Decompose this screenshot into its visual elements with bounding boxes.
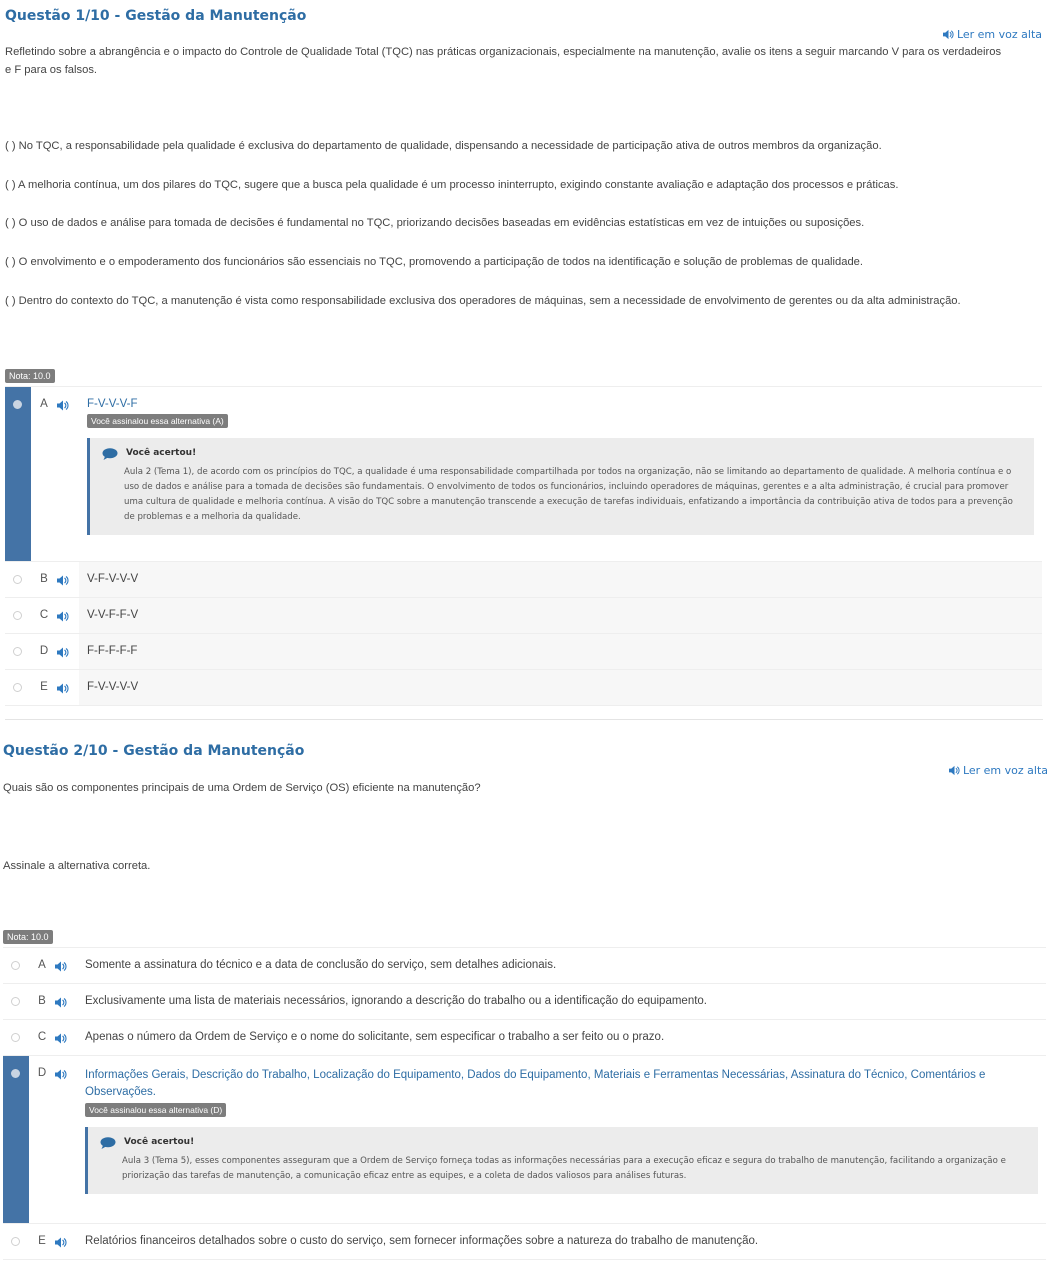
speaker-icon[interactable] — [57, 562, 79, 597]
speaker-icon[interactable] — [57, 634, 79, 669]
selected-badge: Você assinalou essa alternativa (A) — [87, 414, 228, 428]
alternative-text: F-F-F-F-F — [87, 645, 138, 657]
radio-button[interactable] — [11, 1237, 20, 1246]
speaker-icon[interactable] — [57, 598, 79, 633]
statement-1: ( ) No TQC, a responsabilidade pela qualidade é exclusiva do departamento de qualidade, dispensando a necessidade de participação ativa de outros membros da organização. — [5, 140, 882, 152]
alternative-text: Exclusivamente uma lista de materiais necessários, ignorando a descrição do trabalho ou a identificação do equipamento. — [85, 995, 707, 1007]
radio-button[interactable] — [13, 683, 22, 692]
alternatives-list — [5, 386, 1042, 706]
alternative-text: Relatórios financeiros detalhados sobre o custo do serviço, sem fornecer informações sobre a natureza do trabalho de manutenção. — [85, 1235, 759, 1247]
radio-button[interactable] — [11, 961, 20, 970]
speaker-icon[interactable] — [55, 984, 77, 1019]
chat-bubble-icon — [100, 1137, 116, 1149]
read-aloud-link[interactable] — [949, 764, 1048, 777]
radio-button[interactable] — [11, 1033, 20, 1042]
alternative-c[interactable] — [3, 1020, 1046, 1056]
alternatives-list — [3, 947, 1046, 1260]
speaker-icon[interactable] — [55, 1056, 77, 1223]
speaker-icon — [949, 765, 960, 776]
statement-2: ( ) A melhoria contínua, um dos pilares do TQC, sugere que a busca pela qualidade é um processo ininterrupto, exigindo constante avaliação e adaptação dos processos e práticas. — [5, 179, 899, 191]
radio-button[interactable] — [11, 1069, 20, 1078]
alternative-letter: E — [38, 1235, 46, 1247]
alternative-d[interactable] — [5, 634, 1042, 670]
alternative-text: V-F-V-V-V — [87, 573, 139, 585]
statement-4: ( ) O envolvimento e o empoderamento dos funcionários são essenciais no TQC, promovendo a participação de todos na identificação e solução de problemas de qualidade. — [5, 256, 864, 268]
alternative-letter: A — [38, 959, 46, 971]
alternative-letter: D — [39, 645, 49, 657]
question-intro: Quais são os componentes principais de uma Ordem de Serviço (OS) eficiente na manutenção? — [3, 782, 481, 794]
speaker-icon[interactable] — [55, 948, 77, 983]
radio-button[interactable] — [13, 647, 22, 656]
speaker-icon — [943, 29, 954, 40]
speaker-icon[interactable] — [55, 1020, 77, 1055]
read-aloud-label: Ler em voz alta — [956, 28, 1042, 41]
speaker-icon[interactable] — [55, 1224, 77, 1259]
feedback-title: Você acertou! — [126, 448, 197, 458]
read-aloud-link[interactable] — [943, 28, 1042, 41]
alternative-text: F-V-V-V-F — [87, 398, 138, 410]
alternative-text: Apenas o número da Ordem de Serviço e o nome do solicitante, sem especificar o trabalho a ser feito ou o prazo. — [85, 1031, 665, 1043]
speaker-icon[interactable] — [57, 387, 79, 561]
radio-button[interactable] — [13, 611, 22, 620]
grade-badge: Nota: 10.0 — [5, 369, 55, 383]
alternative-text: V-V-F-F-V — [87, 609, 139, 621]
feedback-box — [85, 1127, 1038, 1194]
alternative-letter: E — [40, 681, 48, 693]
alternative-letter: D — [37, 1067, 47, 1079]
chat-bubble-icon — [102, 448, 118, 460]
alternative-c[interactable] — [5, 598, 1042, 634]
question-2 — [0, 720, 1048, 1260]
feedback-text: Aula 3 (Tema 5), esses componentes asseguram que a Ordem de Serviço forneça todas as informações necessárias para a execução eficaz e segura do trabalho de manutenção, facilitando a organização e priorização das tarefas de manutenção, a comunicação eficaz entre as equipes, e a coleta de dados valiosos para análises futuras. — [122, 1156, 1006, 1181]
speaker-icon[interactable] — [57, 670, 79, 705]
radio-button[interactable] — [13, 400, 22, 409]
alternative-b[interactable] — [5, 562, 1042, 598]
alternative-a[interactable] — [5, 387, 1042, 562]
read-aloud-label: Ler em voz alta — [962, 764, 1048, 777]
feedback-box — [87, 438, 1034, 535]
alternative-d[interactable] — [3, 1056, 1046, 1224]
alternative-e[interactable] — [3, 1224, 1046, 1260]
feedback-text: Aula 2 (Tema 1), de acordo com os princípios do TQC, a qualidade é uma responsabilidade compartilhada por todos na organização, não se limitando ao departamento de qualidade. A melhoria contínua e o uso de dados e análise para a tomada de decisões são fundamentais. O envolvimento de todos os funcionários, incluindo operadores de máquinas, gerentes e a alta administração, é crucial para promover uma cultura de qualidade e melhoria contínua. A visão do TQC sobre a manutenção transcende a execução de tarefas individuais, enfatizando a importância da contribuição ativa de todos para a prevenção de problemas e a melhoria da qualidade. — [124, 467, 1013, 522]
alternative-a[interactable] — [3, 948, 1046, 984]
feedback-title: Você acertou! — [124, 1137, 195, 1147]
alternative-text: Somente a assinatura do técnico e a data de conclusão do serviço, sem detalhes adicionais. — [85, 959, 557, 971]
question-intro: Refletindo sobre a abrangência e o impacto do Controle de Qualidade Total (TQC) nas práticas organizacionais, especialmente na manutenção, avalie os itens a seguir marcando V para os verdadeiros e F para os falsos. — [5, 46, 1002, 76]
question-title: Questão 2/10 - Gestão da Manutenção — [3, 743, 305, 759]
alternative-b[interactable] — [3, 984, 1046, 1020]
radio-button[interactable] — [11, 997, 20, 1006]
alternative-text: F-V-V-V-V — [87, 681, 139, 693]
statement-3: ( ) O uso de dados e análise para tomada de decisões é fundamental no TQC, priorizando decisões baseadas em evidências estatísticas em vez de intuições ou suposições. — [5, 217, 865, 229]
grade-badge: Nota: 10.0 — [3, 930, 53, 944]
selected-badge: Você assinalou essa alternativa (D) — [85, 1103, 226, 1117]
alternative-letter: B — [40, 573, 48, 585]
alternative-letter: C — [39, 609, 49, 621]
statement-5: ( ) Dentro do contexto do TQC, a manutenção é vista como responsabilidade exclusiva dos operadores de máquinas, sem a necessidade de envolvimento de gerentes ou da alta administração. — [5, 295, 961, 307]
alternative-e[interactable] — [5, 670, 1042, 706]
question-title: Questão 1/10 - Gestão da Manutenção — [5, 8, 307, 24]
alternative-letter: C — [37, 1031, 47, 1043]
alternative-letter: A — [40, 398, 48, 410]
alternative-letter: B — [38, 995, 46, 1007]
radio-button[interactable] — [13, 575, 22, 584]
alternative-text: Informações Gerais, Descrição do Trabalho, Localização do Equipamento, Dados do Equipamento, Materiais e Ferramentas Necessárias, Assinatura do Técnico, Comentários e Observações. — [85, 1069, 986, 1098]
question-instruction: Assinale a alternativa correta. — [3, 860, 151, 872]
